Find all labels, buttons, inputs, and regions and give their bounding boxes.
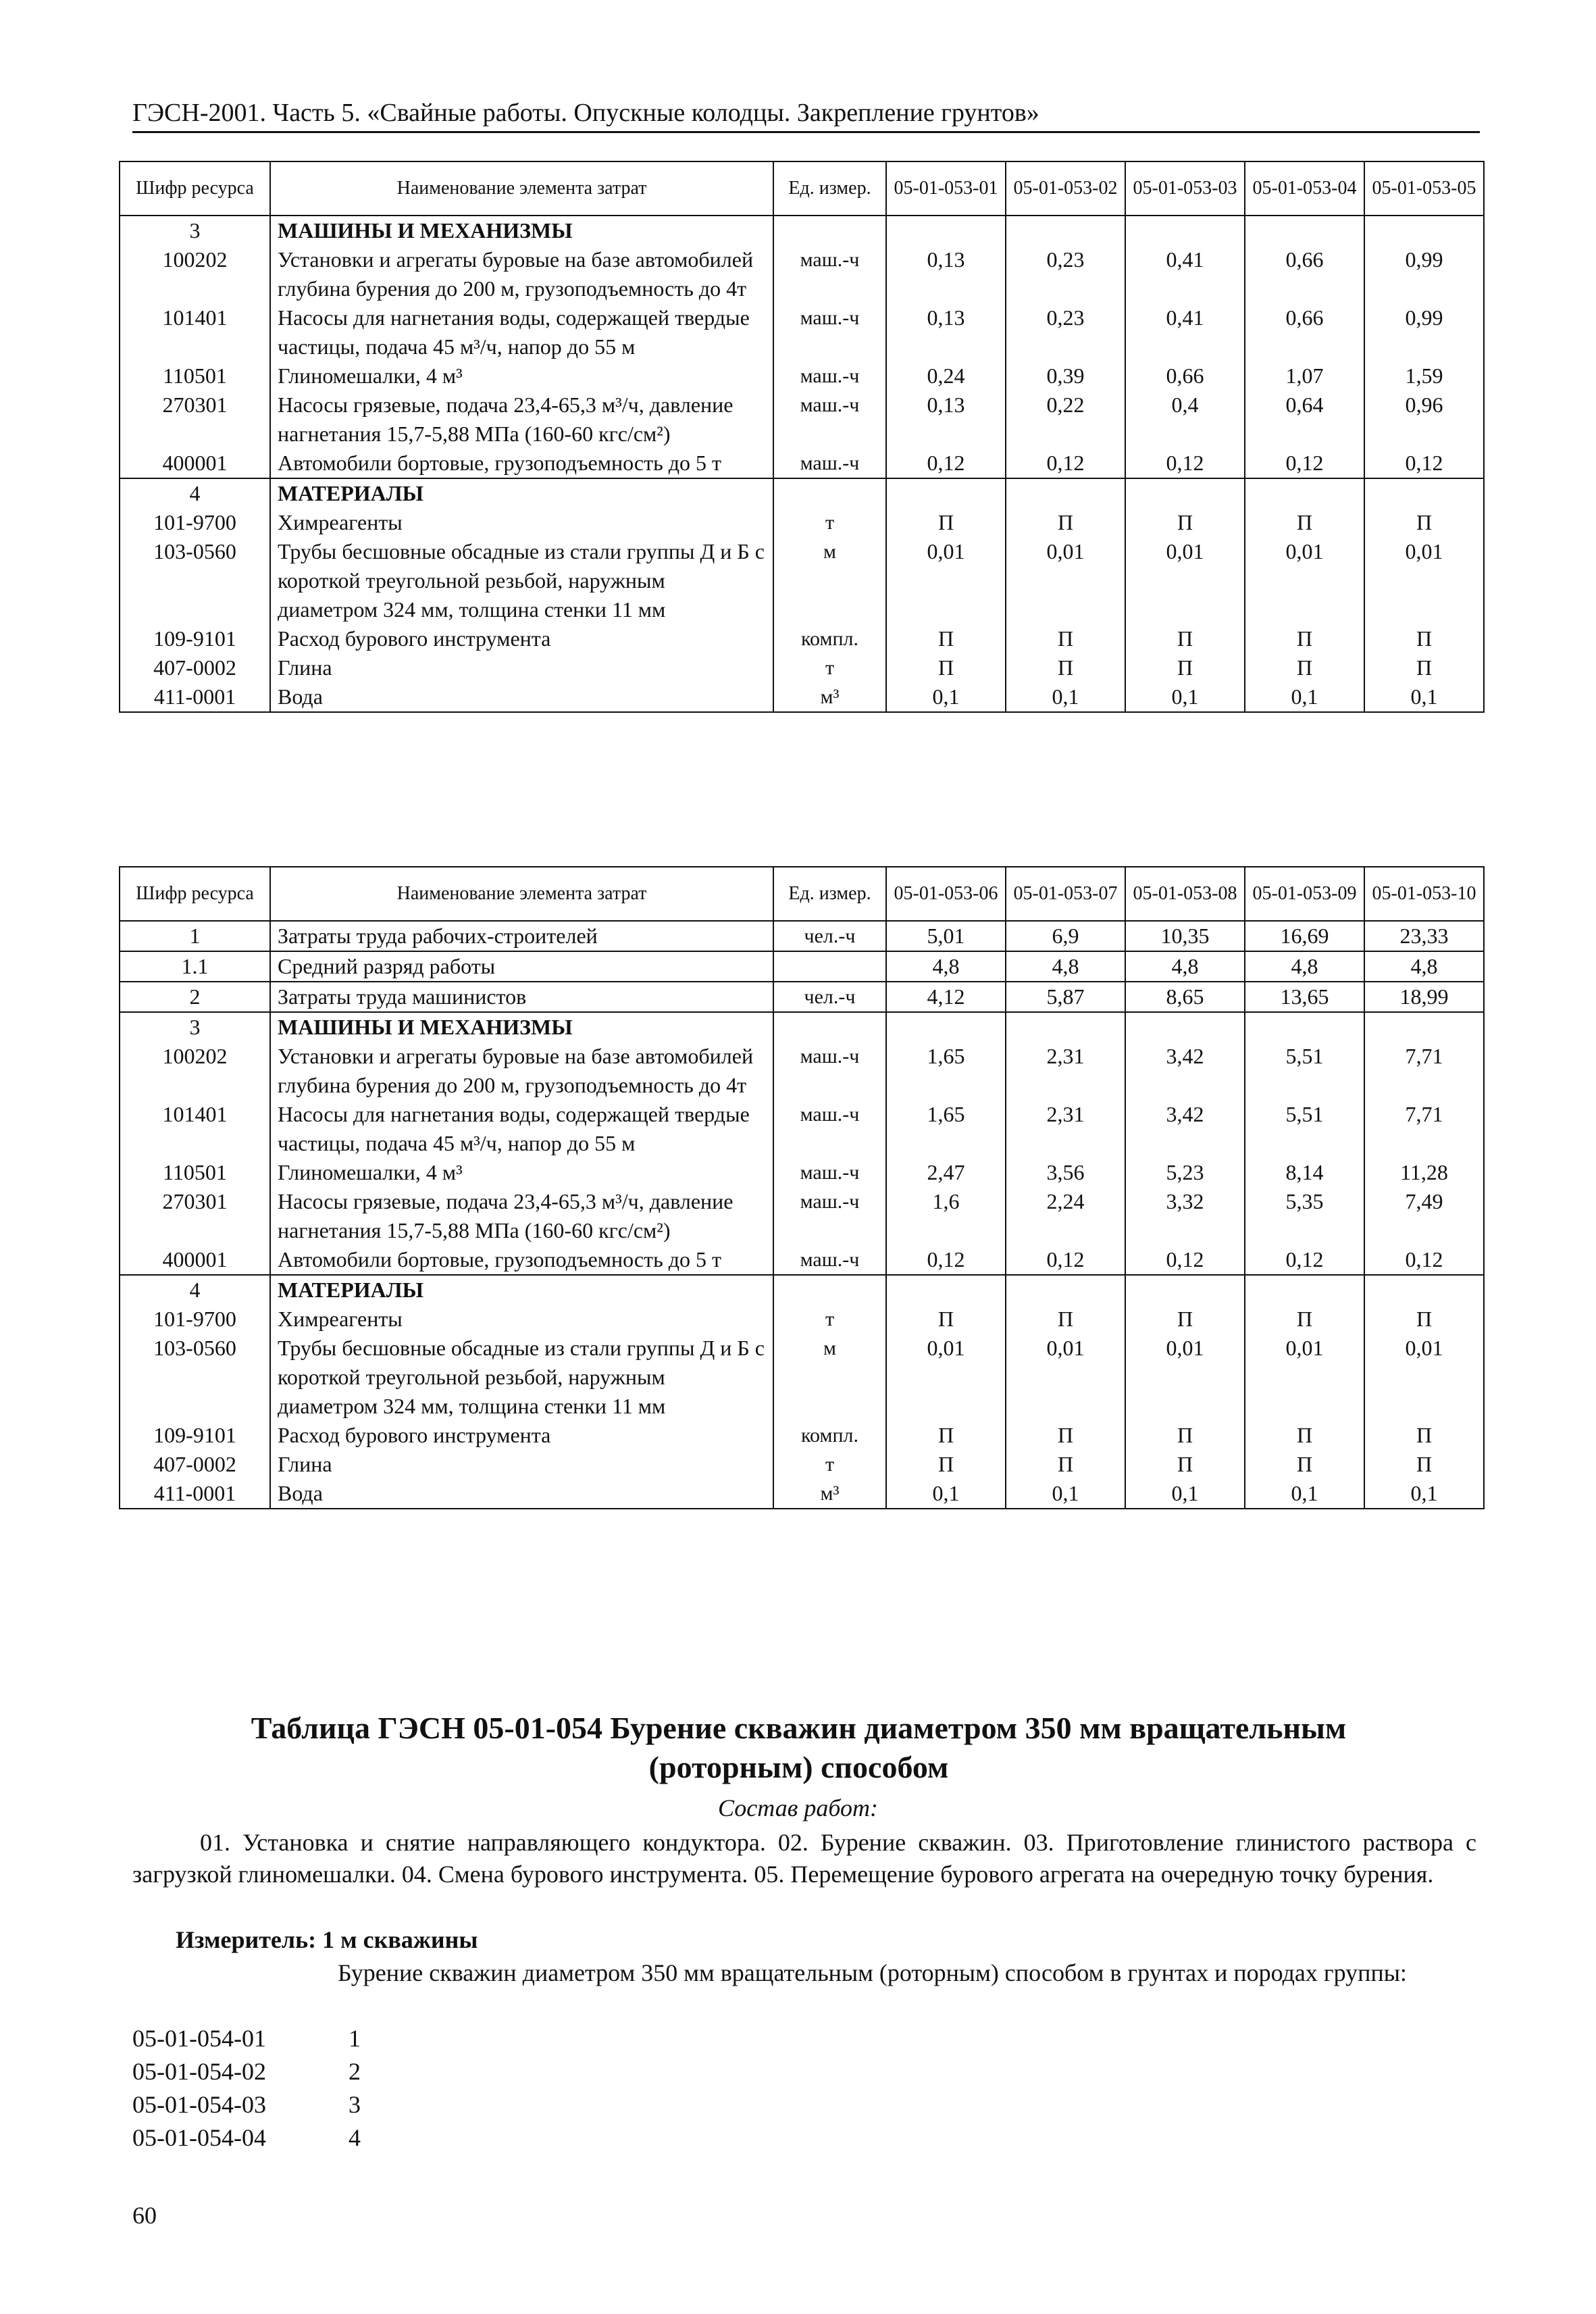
rate-code: 05-01-054-04 xyxy=(132,2124,266,2151)
resource-value: 0,1 xyxy=(1364,682,1484,712)
resource-value xyxy=(1245,216,1364,245)
table-row xyxy=(120,1305,1484,1334)
resource-value: 0,13 xyxy=(886,245,1006,303)
table-row xyxy=(120,537,1484,624)
resource-code: 110501 xyxy=(120,1158,270,1187)
resource-unit: т xyxy=(773,508,886,537)
resource-value: 0,1 xyxy=(1245,682,1364,712)
resource-unit: м xyxy=(773,537,886,624)
running-head: ГЭСН-2001. Часть 5. «Свайные работы. Опускные колодцы. Закрепление грунтов» xyxy=(132,97,1480,133)
resource-value: 0,1 xyxy=(1364,1479,1484,1509)
resource-code: 1.1 xyxy=(120,951,270,982)
resource-code: 101401 xyxy=(120,303,270,361)
column-header-code: Шифр ресурса xyxy=(120,161,270,216)
resource-value: П xyxy=(1006,508,1125,537)
resource-value: 0,01 xyxy=(1125,537,1245,624)
resource-value: 0,01 xyxy=(1125,1334,1245,1421)
resource-value: 0,12 xyxy=(1245,1245,1364,1275)
resource-unit: маш.-ч xyxy=(773,449,886,478)
table-row xyxy=(120,1450,1484,1479)
resource-unit: чел.-ч xyxy=(773,982,886,1012)
resource-value xyxy=(1006,216,1125,245)
resource-value: 2,24 xyxy=(1006,1187,1125,1245)
resource-value: П xyxy=(1364,1450,1484,1479)
resource-unit xyxy=(773,1012,886,1042)
resource-unit xyxy=(773,1275,886,1305)
resource-value: 0,12 xyxy=(1364,1245,1484,1275)
resource-value: 2,31 xyxy=(1006,1100,1125,1158)
list-item xyxy=(132,2022,361,2055)
resource-value: П xyxy=(886,624,1006,653)
resource-name: Установки и агрегаты буровые на базе автомобилей глубина бурения до 200 м, грузоподъемность до 4т xyxy=(270,1042,773,1100)
resource-value: 5,51 xyxy=(1245,1100,1364,1158)
table-row xyxy=(120,1100,1484,1158)
resource-value: П xyxy=(1364,653,1484,682)
resource-value: 0,13 xyxy=(886,303,1006,361)
resource-value xyxy=(1364,1275,1484,1305)
resource-name: Вода xyxy=(270,1479,773,1509)
resource-value: 0,41 xyxy=(1125,245,1245,303)
resource-value: 0,66 xyxy=(1245,245,1364,303)
resource-code: 101-9700 xyxy=(120,1305,270,1334)
resource-name: Вода xyxy=(270,682,773,712)
resource-name: Установки и агрегаты буровые на базе автомобилей глубина бурения до 200 м, грузоподъемность до 4т xyxy=(270,245,773,303)
resource-value xyxy=(1245,1012,1364,1042)
column-header-rate: 05-01-053-08 xyxy=(1125,867,1245,921)
resource-unit: маш.-ч xyxy=(773,391,886,449)
resource-value xyxy=(1364,478,1484,508)
resource-value: 0,1 xyxy=(1125,682,1245,712)
resource-code: 4 xyxy=(120,1275,270,1305)
resource-value: 4,12 xyxy=(886,982,1006,1012)
soil-group: 1 xyxy=(349,2025,361,2052)
resource-value: 5,23 xyxy=(1125,1158,1245,1187)
resource-name: Автомобили бортовые, грузоподъемность до 5 т xyxy=(270,449,773,478)
resource-value: 18,99 xyxy=(1364,982,1484,1012)
resource-name: Средний разряд работы xyxy=(270,951,773,982)
resource-value: 0,66 xyxy=(1125,361,1245,391)
column-header-rate: 05-01-053-09 xyxy=(1245,867,1364,921)
resource-value: 0,64 xyxy=(1245,391,1364,449)
table-row xyxy=(120,508,1484,537)
resource-value: П xyxy=(1125,1305,1245,1334)
resource-code: 407-0002 xyxy=(120,1450,270,1479)
table-row xyxy=(120,1042,1484,1100)
resource-value: 0,13 xyxy=(886,391,1006,449)
resource-name: Автомобили бортовые, грузоподъемность до 5 т xyxy=(270,1245,773,1275)
resource-value xyxy=(1006,1012,1125,1042)
resource-value xyxy=(1006,1275,1125,1305)
resource-value: 5,35 xyxy=(1245,1187,1364,1245)
resource-value: 5,01 xyxy=(886,921,1006,951)
resource-value: 3,56 xyxy=(1006,1158,1125,1187)
resource-value: 0,01 xyxy=(886,1334,1006,1421)
resource-value: П xyxy=(1006,624,1125,653)
table-row xyxy=(120,1245,1484,1275)
resource-value: 0,1 xyxy=(886,682,1006,712)
soil-group: 4 xyxy=(349,2124,361,2151)
resource-value: П xyxy=(886,1305,1006,1334)
section-title-continued: (роторным) способом xyxy=(648,1750,949,1784)
resource-value: 0,24 xyxy=(886,361,1006,391)
resource-value: 0,12 xyxy=(1125,1245,1245,1275)
resource-name: МАШИНЫ И МЕХАНИЗМЫ xyxy=(270,1012,773,1042)
table-row xyxy=(120,951,1484,982)
resource-value: 1,6 xyxy=(886,1187,1006,1245)
resource-name: Глина xyxy=(270,1450,773,1479)
resource-code: 100202 xyxy=(120,245,270,303)
resource-value: 0,12 xyxy=(1364,449,1484,478)
resource-value: П xyxy=(1245,508,1364,537)
resource-value: 11,28 xyxy=(1364,1158,1484,1187)
resource-code: 3 xyxy=(120,1012,270,1042)
resource-value: 0,01 xyxy=(1245,1334,1364,1421)
table-row xyxy=(120,303,1484,361)
resource-value: П xyxy=(1245,653,1364,682)
table-row xyxy=(120,982,1484,1012)
resource-name: Насосы грязевые, подача 23,4-65,3 м³/ч, давление нагнетания 15,7-5,88 МПа (160-60 кгс/см²) xyxy=(270,391,773,449)
resource-value: 0,12 xyxy=(1245,449,1364,478)
resource-value xyxy=(886,478,1006,508)
table-row xyxy=(120,682,1484,712)
rate-code: 05-01-054-03 xyxy=(132,2091,266,2118)
resource-value: 1,59 xyxy=(1364,361,1484,391)
resource-value: 0,39 xyxy=(1006,361,1125,391)
column-header-rate: 05-01-053-06 xyxy=(886,867,1006,921)
resource-name: Насосы для нагнетания воды, содержащей твердые частицы, подача 45 м³/ч, напор до 55 м xyxy=(270,1100,773,1158)
resource-name: Затраты труда рабочих-строителей xyxy=(270,921,773,951)
resource-name: МАШИНЫ И МЕХАНИЗМЫ xyxy=(270,216,773,245)
table-row xyxy=(120,1187,1484,1245)
resource-value: 8,65 xyxy=(1125,982,1245,1012)
resource-value: 0,12 xyxy=(1125,449,1245,478)
table-row xyxy=(120,653,1484,682)
resource-value: 5,51 xyxy=(1245,1042,1364,1100)
resource-value: 0,12 xyxy=(1006,449,1125,478)
resource-value: 0,01 xyxy=(886,537,1006,624)
table-row xyxy=(120,1012,1484,1042)
resource-value: П xyxy=(1006,653,1125,682)
resource-value: 0,1 xyxy=(1006,682,1125,712)
resource-name: МАТЕРИАЛЫ xyxy=(270,478,773,508)
resource-value: П xyxy=(886,1421,1006,1450)
resource-code: 3 xyxy=(120,216,270,245)
resource-value: 0,23 xyxy=(1006,245,1125,303)
resource-value xyxy=(1125,216,1245,245)
resource-name: Расход бурового инструмента xyxy=(270,624,773,653)
table-body xyxy=(120,216,1484,712)
resource-value: 10,35 xyxy=(1125,921,1245,951)
resource-table-1 xyxy=(119,161,1485,713)
resource-code: 100202 xyxy=(120,1042,270,1100)
resource-value: 16,69 xyxy=(1245,921,1364,951)
resource-unit: т xyxy=(773,1450,886,1479)
table-row xyxy=(120,1421,1484,1450)
resource-value: 8,14 xyxy=(1245,1158,1364,1187)
resource-name: МАТЕРИАЛЫ xyxy=(270,1275,773,1305)
resource-unit: маш.-ч xyxy=(773,245,886,303)
resource-value: П xyxy=(886,653,1006,682)
resource-name: Химреагенты xyxy=(270,508,773,537)
resource-value: 0,01 xyxy=(1364,1334,1484,1421)
table-body xyxy=(120,921,1484,1509)
column-header-name: Наименование элемента затрат xyxy=(270,161,773,216)
resource-unit: маш.-ч xyxy=(773,361,886,391)
resource-code: 4 xyxy=(120,478,270,508)
resource-unit: маш.-ч xyxy=(773,1042,886,1100)
resource-code: 400001 xyxy=(120,449,270,478)
resource-value: 0,01 xyxy=(1364,537,1484,624)
resource-value: П xyxy=(1006,1305,1125,1334)
resource-unit: компл. xyxy=(773,1421,886,1450)
resource-value: 4,8 xyxy=(1125,951,1245,982)
resource-unit xyxy=(773,216,886,245)
resource-value xyxy=(886,1275,1006,1305)
resource-code: 110501 xyxy=(120,361,270,391)
resource-value: 0,22 xyxy=(1006,391,1125,449)
resource-code: 270301 xyxy=(120,391,270,449)
column-header-rate: 05-01-053-01 xyxy=(886,161,1006,216)
resource-value: 4,8 xyxy=(1364,951,1484,982)
resource-name: Затраты труда машинистов xyxy=(270,982,773,1012)
resource-value: П xyxy=(886,508,1006,537)
resource-value xyxy=(1125,1275,1245,1305)
table-row xyxy=(120,216,1484,245)
resource-code: 101401 xyxy=(120,1100,270,1158)
resource-value: 3,42 xyxy=(1125,1042,1245,1100)
resource-value xyxy=(1006,478,1125,508)
resource-value: 0,66 xyxy=(1245,303,1364,361)
column-header-unit: Ед. измер. xyxy=(773,161,886,216)
table-row xyxy=(120,361,1484,391)
resource-value: 0,1 xyxy=(1245,1479,1364,1509)
table-header-row xyxy=(120,161,1484,216)
resource-unit: т xyxy=(773,653,886,682)
resource-value: П xyxy=(1006,1421,1125,1450)
resource-value: П xyxy=(1245,624,1364,653)
resource-code: 411-0001 xyxy=(120,1479,270,1509)
resource-value: 6,9 xyxy=(1006,921,1125,951)
resource-value: 0,1 xyxy=(886,1479,1006,1509)
resource-value: П xyxy=(1125,624,1245,653)
resource-unit: маш.-ч xyxy=(773,1100,886,1158)
resource-code: 109-9101 xyxy=(120,1421,270,1450)
soil-group: 3 xyxy=(349,2091,361,2118)
meter-label: Измеритель: 1 м скважины xyxy=(176,1926,478,1953)
section-title: Таблица ГЭСН 05-01-054 Бурение скважин диаметром 350 мм вращательным xyxy=(251,1711,1347,1745)
column-header-rate: 05-01-053-07 xyxy=(1006,867,1125,921)
resource-code: 270301 xyxy=(120,1187,270,1245)
resource-value: П xyxy=(1364,508,1484,537)
resource-value: П xyxy=(1364,624,1484,653)
resource-name: Трубы бесшовные обсадные из стали группы Д и Б с короткой треугольной резьбой, наружным диаметром 324 мм, толщина стенки 11 мм xyxy=(270,1334,773,1421)
resource-value: 0,01 xyxy=(1245,537,1364,624)
resource-value: 4,8 xyxy=(1006,951,1125,982)
resource-value: 3,42 xyxy=(1125,1100,1245,1158)
resource-code: 101-9700 xyxy=(120,508,270,537)
table-row xyxy=(120,478,1484,508)
resource-value: 1,65 xyxy=(886,1100,1006,1158)
table-row xyxy=(120,1334,1484,1421)
table-row xyxy=(120,624,1484,653)
resource-name: Насосы грязевые, подача 23,4-65,3 м³/ч, давление нагнетания 15,7-5,88 МПа (160-60 кгс/см²) xyxy=(270,1187,773,1245)
resource-name: Глиномешалки, 4 м³ xyxy=(270,1158,773,1187)
resource-unit: маш.-ч xyxy=(773,1187,886,1245)
resource-value xyxy=(1364,1012,1484,1042)
resource-unit: маш.-ч xyxy=(773,1158,886,1187)
resource-unit: маш.-ч xyxy=(773,303,886,361)
composition-label: Состав работ: xyxy=(718,1794,878,1821)
resource-value: 0,01 xyxy=(1006,1334,1125,1421)
column-header-rate: 05-01-053-02 xyxy=(1006,161,1125,216)
resource-value: 0,99 xyxy=(1364,303,1484,361)
resource-value: 0,41 xyxy=(1125,303,1245,361)
resource-value: 5,87 xyxy=(1006,982,1125,1012)
resource-value: П xyxy=(1125,1421,1245,1450)
resource-value: П xyxy=(1245,1421,1364,1450)
resource-name: Глиномешалки, 4 м³ xyxy=(270,361,773,391)
resource-value: 13,65 xyxy=(1245,982,1364,1012)
resource-code: 1 xyxy=(120,921,270,951)
resource-unit: м³ xyxy=(773,1479,886,1509)
page-number: 60 xyxy=(132,2202,157,2229)
resource-name: Химреагенты xyxy=(270,1305,773,1334)
table-row xyxy=(120,449,1484,478)
resource-code: 103-0560 xyxy=(120,1334,270,1421)
resource-value: 7,71 xyxy=(1364,1042,1484,1100)
soil-group: 2 xyxy=(349,2058,361,2085)
resource-value: 2,47 xyxy=(886,1158,1006,1187)
list-item xyxy=(132,2121,361,2155)
resource-value xyxy=(1125,1012,1245,1042)
resource-value: 4,8 xyxy=(1245,951,1364,982)
resource-value: 4,8 xyxy=(886,951,1006,982)
rate-code: 05-01-054-02 xyxy=(132,2058,266,2085)
resource-value: 0,4 xyxy=(1125,391,1245,449)
rate-code-list xyxy=(132,2022,361,2155)
resource-value: П xyxy=(1006,1450,1125,1479)
column-header-rate: 05-01-053-10 xyxy=(1364,867,1484,921)
resource-value xyxy=(1364,216,1484,245)
resource-value: П xyxy=(1125,1450,1245,1479)
table-header-row xyxy=(120,867,1484,921)
resource-value xyxy=(886,1012,1006,1042)
resource-value: 0,12 xyxy=(886,449,1006,478)
rate-code: 05-01-054-01 xyxy=(132,2025,266,2052)
resource-unit: компл. xyxy=(773,624,886,653)
resource-value: П xyxy=(1245,1450,1364,1479)
resource-value: 1,07 xyxy=(1245,361,1364,391)
column-header-rate: 05-01-053-05 xyxy=(1364,161,1484,216)
resource-value: 0,23 xyxy=(1006,303,1125,361)
resource-unit: м³ xyxy=(773,682,886,712)
resource-value: 7,49 xyxy=(1364,1187,1484,1245)
resource-code: 109-9101 xyxy=(120,624,270,653)
resource-value: П xyxy=(886,1450,1006,1479)
resource-unit xyxy=(773,478,886,508)
resource-name: Расход бурового инструмента xyxy=(270,1421,773,1450)
composition-text: 01. Установка и снятие направляющего кондуктора. 02. Бурение скважин. 03. Приготовление глинистого раствора с загрузкой глиномешалки. 04. Смена бурового инструмента. 05. Перемещение бурового агрегата на очередную точку бурения. xyxy=(132,1829,1476,1888)
resource-value: 0,1 xyxy=(1125,1479,1245,1509)
resource-value: П xyxy=(1364,1305,1484,1334)
resource-value: 0,01 xyxy=(1006,537,1125,624)
column-header-name: Наименование элемента затрат xyxy=(270,867,773,921)
resource-unit: чел.-ч xyxy=(773,921,886,951)
resource-value: 0,12 xyxy=(1006,1245,1125,1275)
resource-value xyxy=(1125,478,1245,508)
resource-value: П xyxy=(1125,508,1245,537)
resource-name: Глина xyxy=(270,653,773,682)
table-row xyxy=(120,1275,1484,1305)
resource-unit: м xyxy=(773,1334,886,1421)
resource-code: 103-0560 xyxy=(120,537,270,624)
table-row xyxy=(120,245,1484,303)
resource-code: 2 xyxy=(120,982,270,1012)
resource-unit: т xyxy=(773,1305,886,1334)
resource-value: 0,1 xyxy=(1006,1479,1125,1509)
column-header-rate: 05-01-053-04 xyxy=(1245,161,1364,216)
resource-code: 400001 xyxy=(120,1245,270,1275)
resource-value: П xyxy=(1364,1421,1484,1450)
resource-value: 23,33 xyxy=(1364,921,1484,951)
table-row xyxy=(120,391,1484,449)
resource-value: 0,99 xyxy=(1364,245,1484,303)
column-header-rate: 05-01-053-03 xyxy=(1125,161,1245,216)
resource-value: 2,31 xyxy=(1006,1042,1125,1100)
resource-value: 0,96 xyxy=(1364,391,1484,449)
table-row xyxy=(120,921,1484,951)
resource-value: 7,71 xyxy=(1364,1100,1484,1158)
resource-unit: маш.-ч xyxy=(773,1245,886,1275)
column-header-unit: Ед. измер. xyxy=(773,867,886,921)
resource-value xyxy=(1245,1275,1364,1305)
resource-value xyxy=(886,216,1006,245)
resource-table-2 xyxy=(119,866,1485,1509)
list-item xyxy=(132,2088,361,2121)
resource-name: Насосы для нагнетания воды, содержащей твердые частицы, подача 45 м³/ч, напор до 55 м xyxy=(270,303,773,361)
resource-name: Трубы бесшовные обсадные из стали группы Д и Б с короткой треугольной резьбой, наружным диаметром 324 мм, толщина стенки 11 мм xyxy=(270,537,773,624)
resource-value: П xyxy=(1125,653,1245,682)
resource-code: 411-0001 xyxy=(120,682,270,712)
resource-value: 3,32 xyxy=(1125,1187,1245,1245)
column-header-code: Шифр ресурса xyxy=(120,867,270,921)
resource-code: 407-0002 xyxy=(120,653,270,682)
resource-value: 1,65 xyxy=(886,1042,1006,1100)
resource-unit xyxy=(773,951,886,982)
table-description: Бурение скважин диаметром 350 мм вращательным (роторным) способом в грунтах и породах группы: xyxy=(338,1959,1407,1986)
table-row xyxy=(120,1158,1484,1187)
list-item xyxy=(132,2055,361,2088)
resource-value: П xyxy=(1245,1305,1364,1334)
resource-value xyxy=(1245,478,1364,508)
resource-value: 0,12 xyxy=(886,1245,1006,1275)
table-row xyxy=(120,1479,1484,1509)
